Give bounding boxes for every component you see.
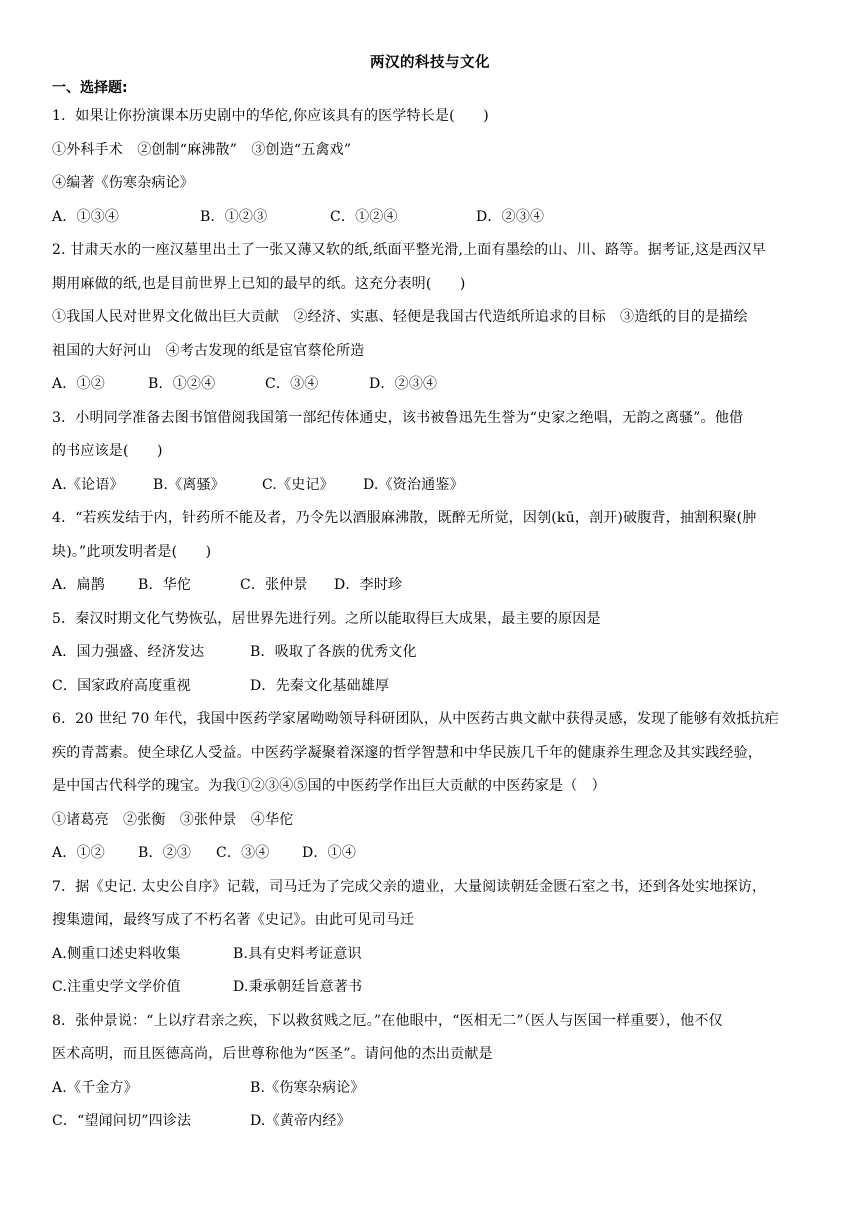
q4-options [52, 569, 812, 603]
q7-option-b: B.具有史料考证意识 [233, 945, 362, 962]
q4-option-c: C．张仲景 [240, 577, 308, 593]
q7-stem-2: 搜集遗闻，最终写成了不朽名著《史记》。由此可见司马迁 [52, 912, 415, 928]
q2-option-d: D．②③④ [369, 376, 438, 392]
q7-stem-1: 7．据《史记. 太史公自序》记载，司马迁为了完成父亲的遗业，大量阅读朝廷金匮石室之书，还到各处实地探访， [52, 878, 767, 895]
q1-stem: 1．如果让你扮演课本历史剧中的华佗,你应该具有的医学特长是( ) [52, 108, 489, 124]
q3-option-c: C.《史记》 [262, 476, 334, 493]
q5-options-row-1 [52, 636, 812, 670]
q7-options-row-2 [52, 971, 812, 1005]
q5-option-b: B．吸取了各族的优秀文化 [250, 644, 417, 660]
q4-option-d: D．李时珍 [334, 577, 403, 593]
q3-option-d: D.《资治通鉴》 [363, 476, 464, 493]
q8-stem-1: 8．张仲景说：“上以疗君亲之疾，下以救贫贱之厄。”在他眼中，“医相无二”（医人与医国一样重要），他不仅 [52, 1012, 723, 1029]
q1-option-b: B．①②③ [200, 208, 268, 225]
q8-options-row-1 [52, 1072, 812, 1106]
q8-option-b: B.《伤寒杂病论》 [250, 1079, 365, 1096]
q2-stem-2: 期用麻做的纸,也是目前世界上已知的最早的纸。这充分表明( ) [52, 275, 466, 292]
q3-option-b: B.《离骚》 [153, 476, 225, 493]
q2-items-1: ①我国人民对世界文化做出巨大贡献 ②经济、实惠、轻便是我国古代造纸所追求的目标 ③造纸的目的是描绘 [52, 309, 748, 325]
q2-option-b: B．①②④ [148, 376, 216, 392]
q6-option-c: C．③④ [216, 845, 270, 861]
q5-options-row-2 [52, 670, 812, 704]
q4-stem-1: 4．“若疾发结于内，针药所不能及者，乃令先以酒服麻沸散，既醉无所觉，因刳(kū，剖开)破腹背，抽割积聚(肿 [52, 510, 757, 526]
q2-option-a: A．①② [52, 376, 105, 392]
q6-option-d: D．①④ [302, 845, 357, 861]
q3-options [52, 469, 812, 503]
q7-option-a: A.侧重口述史料收集 [52, 945, 181, 962]
q3-stem-2: 的书应该是( ) [52, 443, 163, 459]
q8-option-d: D.《黄帝内经》 [250, 1113, 351, 1129]
q5-stem: 5．秦汉时期文化气势恢弘，居世界先进行列。之所以能取得巨大成果，最主要的原因是 [52, 610, 601, 627]
q1-options [52, 201, 812, 235]
q8-option-c: C．“望闻问切”四诊法 [52, 1113, 192, 1129]
q3-option-a: A.《论语》 [52, 476, 124, 493]
q1-option-a: A．①③④ [52, 208, 120, 225]
q2-options [52, 368, 812, 402]
question-list [52, 100, 812, 1139]
q5-option-c: C．国家政府高度重视 [52, 677, 191, 694]
q2-option-c: C．③④ [265, 376, 319, 392]
q6-stem-2: 疾的青蒿素。使全球亿人受益。中医药学凝聚着深邃的哲学智慧和中华民族几千年的健康养生理念及其实践经验， [52, 744, 762, 761]
q3-stem-1: 3．小明同学准备去图书馆借阅我国第一部纪传体通史，该书被鲁迅先生誉为“史家之绝唱，无韵之离骚”。他借 [52, 409, 744, 426]
q6-option-a: A．①② [52, 845, 105, 861]
q1-items-1: ①外科手术 ②创制“麻沸散” ③创造“五禽戏” [52, 141, 352, 158]
q2-stem-1: 2. 甘肃天水的一座汉墓里出土了一张又薄又软的纸,纸面平整光滑,上面有墨绘的山、川、路等。据考证,这是西汉早 [52, 242, 766, 258]
q6-stem-3: 是中国古代科学的瑰宝。为我①②③④⑤国的中医药学作出巨大贡献的中医药家是（ ） [52, 778, 606, 794]
q6-option-b: B．②③ [138, 845, 192, 861]
q5-option-a: A．国力强盛、经济发达 [52, 644, 205, 660]
q8-stem-2: 医术高明，而且医德高尚，后世尊称他为“医圣”。请问他的杰出贡献是 [52, 1046, 493, 1062]
q1-option-d: D．②③④ [476, 208, 545, 225]
q7-options-row-1 [52, 938, 812, 972]
section-heading: 一、选择题: [52, 80, 128, 96]
q6-items: ①诸葛亮 ②张衡 ③张仲景 ④华佗 [52, 811, 294, 828]
q5-option-d: D．先秦文化基础雄厚 [250, 677, 390, 694]
q7-option-c: C.注重史学文学价值 [52, 979, 181, 995]
q4-option-b: B．华佗 [138, 577, 192, 593]
q2-items-2: 祖国的大好河山 ④考古发现的纸是宦官蔡伦所造 [52, 342, 365, 359]
q1-items-2: ④编著《伤寒杂病论》 [52, 175, 194, 191]
page-title: 两汉的科技与文化 [370, 55, 490, 71]
q8-option-a: A.《千金方》 [52, 1079, 138, 1096]
q4-option-a: A．扁鹊 [52, 577, 105, 593]
q6-stem-1: 6．20 世纪 70 年代，我国中医药学家屠呦呦领导科研团队，从中医药古典文献中获得灵感，发现了能够有效抵抗疟 [52, 711, 779, 727]
q6-options [52, 837, 812, 871]
q7-option-d: D.秉承朝廷旨意著书 [233, 979, 363, 995]
q4-stem-2: 块)。”此项发明者是( ) [52, 543, 212, 560]
q1-option-c: C．①②④ [330, 208, 398, 225]
q8-options-row-2 [52, 1105, 812, 1139]
